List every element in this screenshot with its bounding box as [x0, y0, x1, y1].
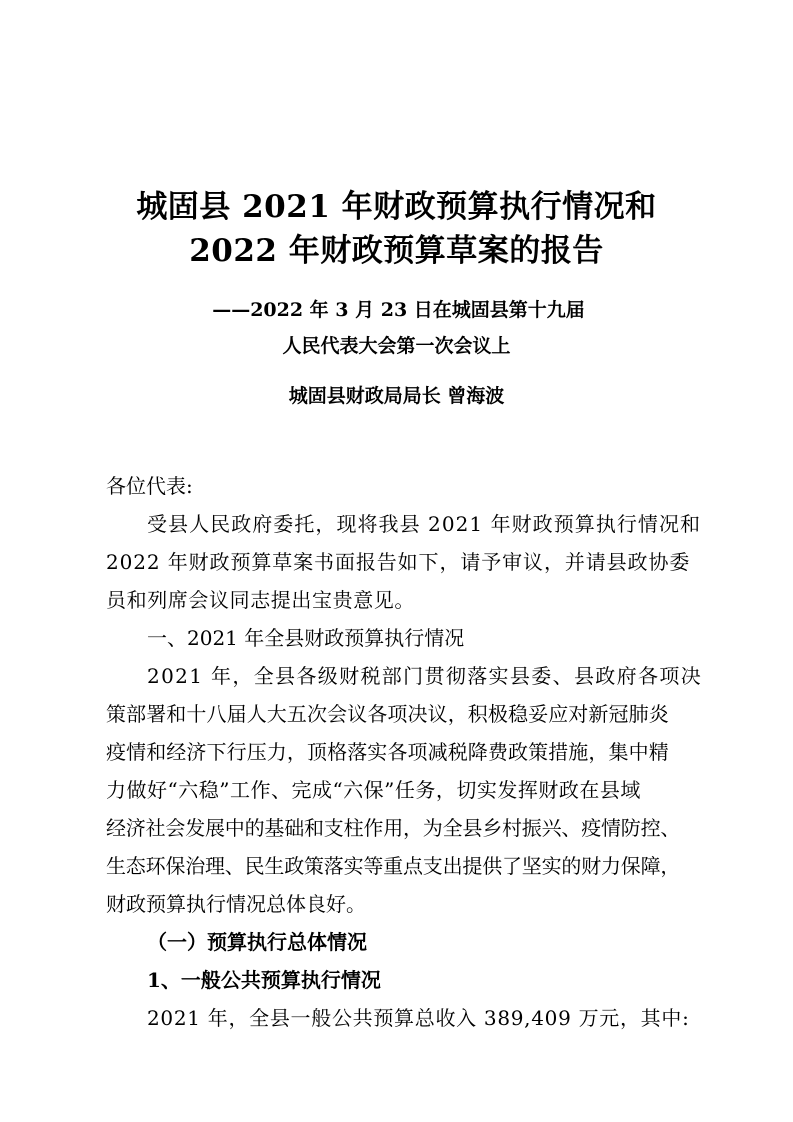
paragraph-line: 2022 年财政预算草案书面报告如下，请予审议，并请县政协委 [106, 550, 691, 574]
report-title-line-1: 城固县 2021 年财政预算执行情况和 [136, 189, 657, 225]
paragraph-line: 策部署和十八届人大五次会议各项决议，积极稳妥应对新冠肺炎 [106, 702, 669, 726]
paragraph-line: 2021 年，全县各级财税部门贯彻落实县委、县政府各项决 [147, 664, 703, 688]
paragraph-line: 经济社会发展中的基础和支柱作用，为全县乡村振兴、疫情防控、 [106, 816, 681, 840]
paragraph-line: 生态环保治理、民生政策落实等重点支出提供了坚实的财力保障， [106, 854, 681, 878]
report-subtitle-line-2: 人民代表大会第一次会议上 [282, 335, 511, 357]
subsection-heading: （一）预算执行总体情况 [147, 930, 367, 954]
paragraph-line: 力做好“六稳”工作、完成“六保”任务，切实发挥财政在县域 [106, 778, 641, 802]
report-title-line-2: 2022 年财政预算草案的报告 [189, 233, 604, 269]
section-heading: 一、2021 年全县财政预算执行情况 [147, 626, 465, 650]
paragraph-line: 疫情和经济下行压力，顶格落实各项减税降费政策措施，集中精 [106, 740, 669, 764]
paragraph-line: 2021 年，全县一般公共预算总收入 389,409 万元，其中: [147, 1006, 690, 1030]
report-author: 城固县财政局局长 曾海波 [288, 385, 505, 407]
subsubsection-heading: 1、一般公共预算执行情况 [147, 968, 381, 992]
paragraph-line: 员和列席会议同志提出宝贵意见。 [106, 588, 415, 612]
paragraph-line: 受县人民政府委托，现将我县 2021 年财政预算执行情况和 [147, 512, 702, 536]
paragraph-line: 财政预算执行情况总体良好。 [106, 892, 366, 916]
salutation: 各位代表: [106, 474, 193, 498]
report-subtitle-line-1: ——2022 年 3 月 23 日在城固县第十九届 [212, 299, 585, 321]
